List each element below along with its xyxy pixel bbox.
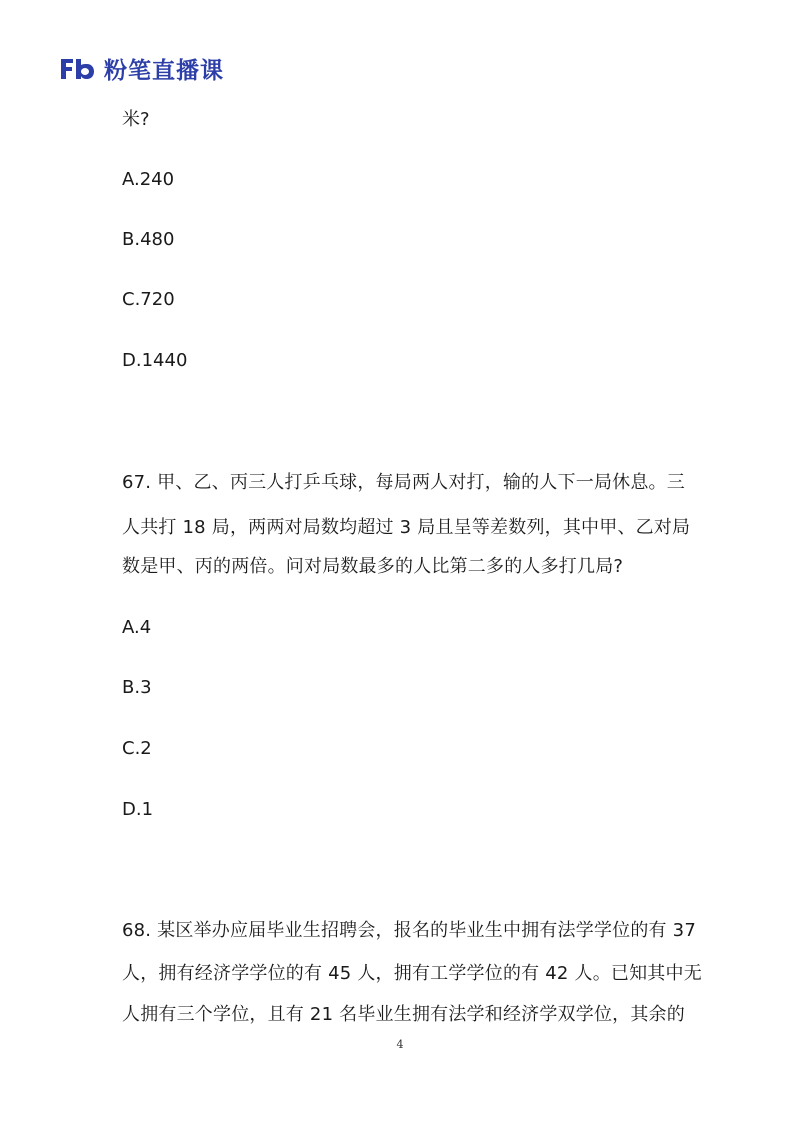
brand-header — [58, 52, 224, 85]
q67-option-c: C.2 — [122, 738, 152, 759]
q67-question-line: 人共打 18 局，两两对局数均超过 3 局且呈等差数列，其中甲、乙对局 — [122, 517, 691, 538]
q67-option-a: A.4 — [122, 617, 152, 638]
q67-option-d: D.1 — [122, 799, 154, 820]
brand-name: 粉笔直播课 — [104, 58, 224, 84]
q66-tail-text: 米? — [122, 109, 150, 130]
page-number: 4 — [396, 1038, 404, 1051]
q67-question-line: 数是甲、丙的两倍。问对局数最多的人比第二多的人多打几局? — [122, 556, 624, 577]
q67-option-b: B.3 — [122, 677, 152, 698]
q68-question-line: 人，拥有经济学学位的有 45 人，拥有工学学位的有 42 人。已知其中无 — [122, 963, 702, 984]
q66-option-b: B.480 — [122, 229, 175, 250]
q67-question-line: 67. 甲、乙、丙三人打乒乓球，每局两人对打，输的人下一局休息。三 — [122, 472, 685, 493]
q68-question-line: 68. 某区举办应届毕业生招聘会，报名的毕业生中拥有法学学位的有 37 — [122, 920, 696, 941]
q66-option-d: D.1440 — [122, 350, 188, 371]
q68-question-line: 人拥有三个学位，且有 21 名毕业生拥有法学和经济学双学位，其余的 — [122, 1004, 685, 1025]
q66-option-a: A.240 — [122, 169, 175, 190]
fenbi-logo-icon — [58, 55, 96, 83]
q66-option-c: C.720 — [122, 289, 175, 310]
